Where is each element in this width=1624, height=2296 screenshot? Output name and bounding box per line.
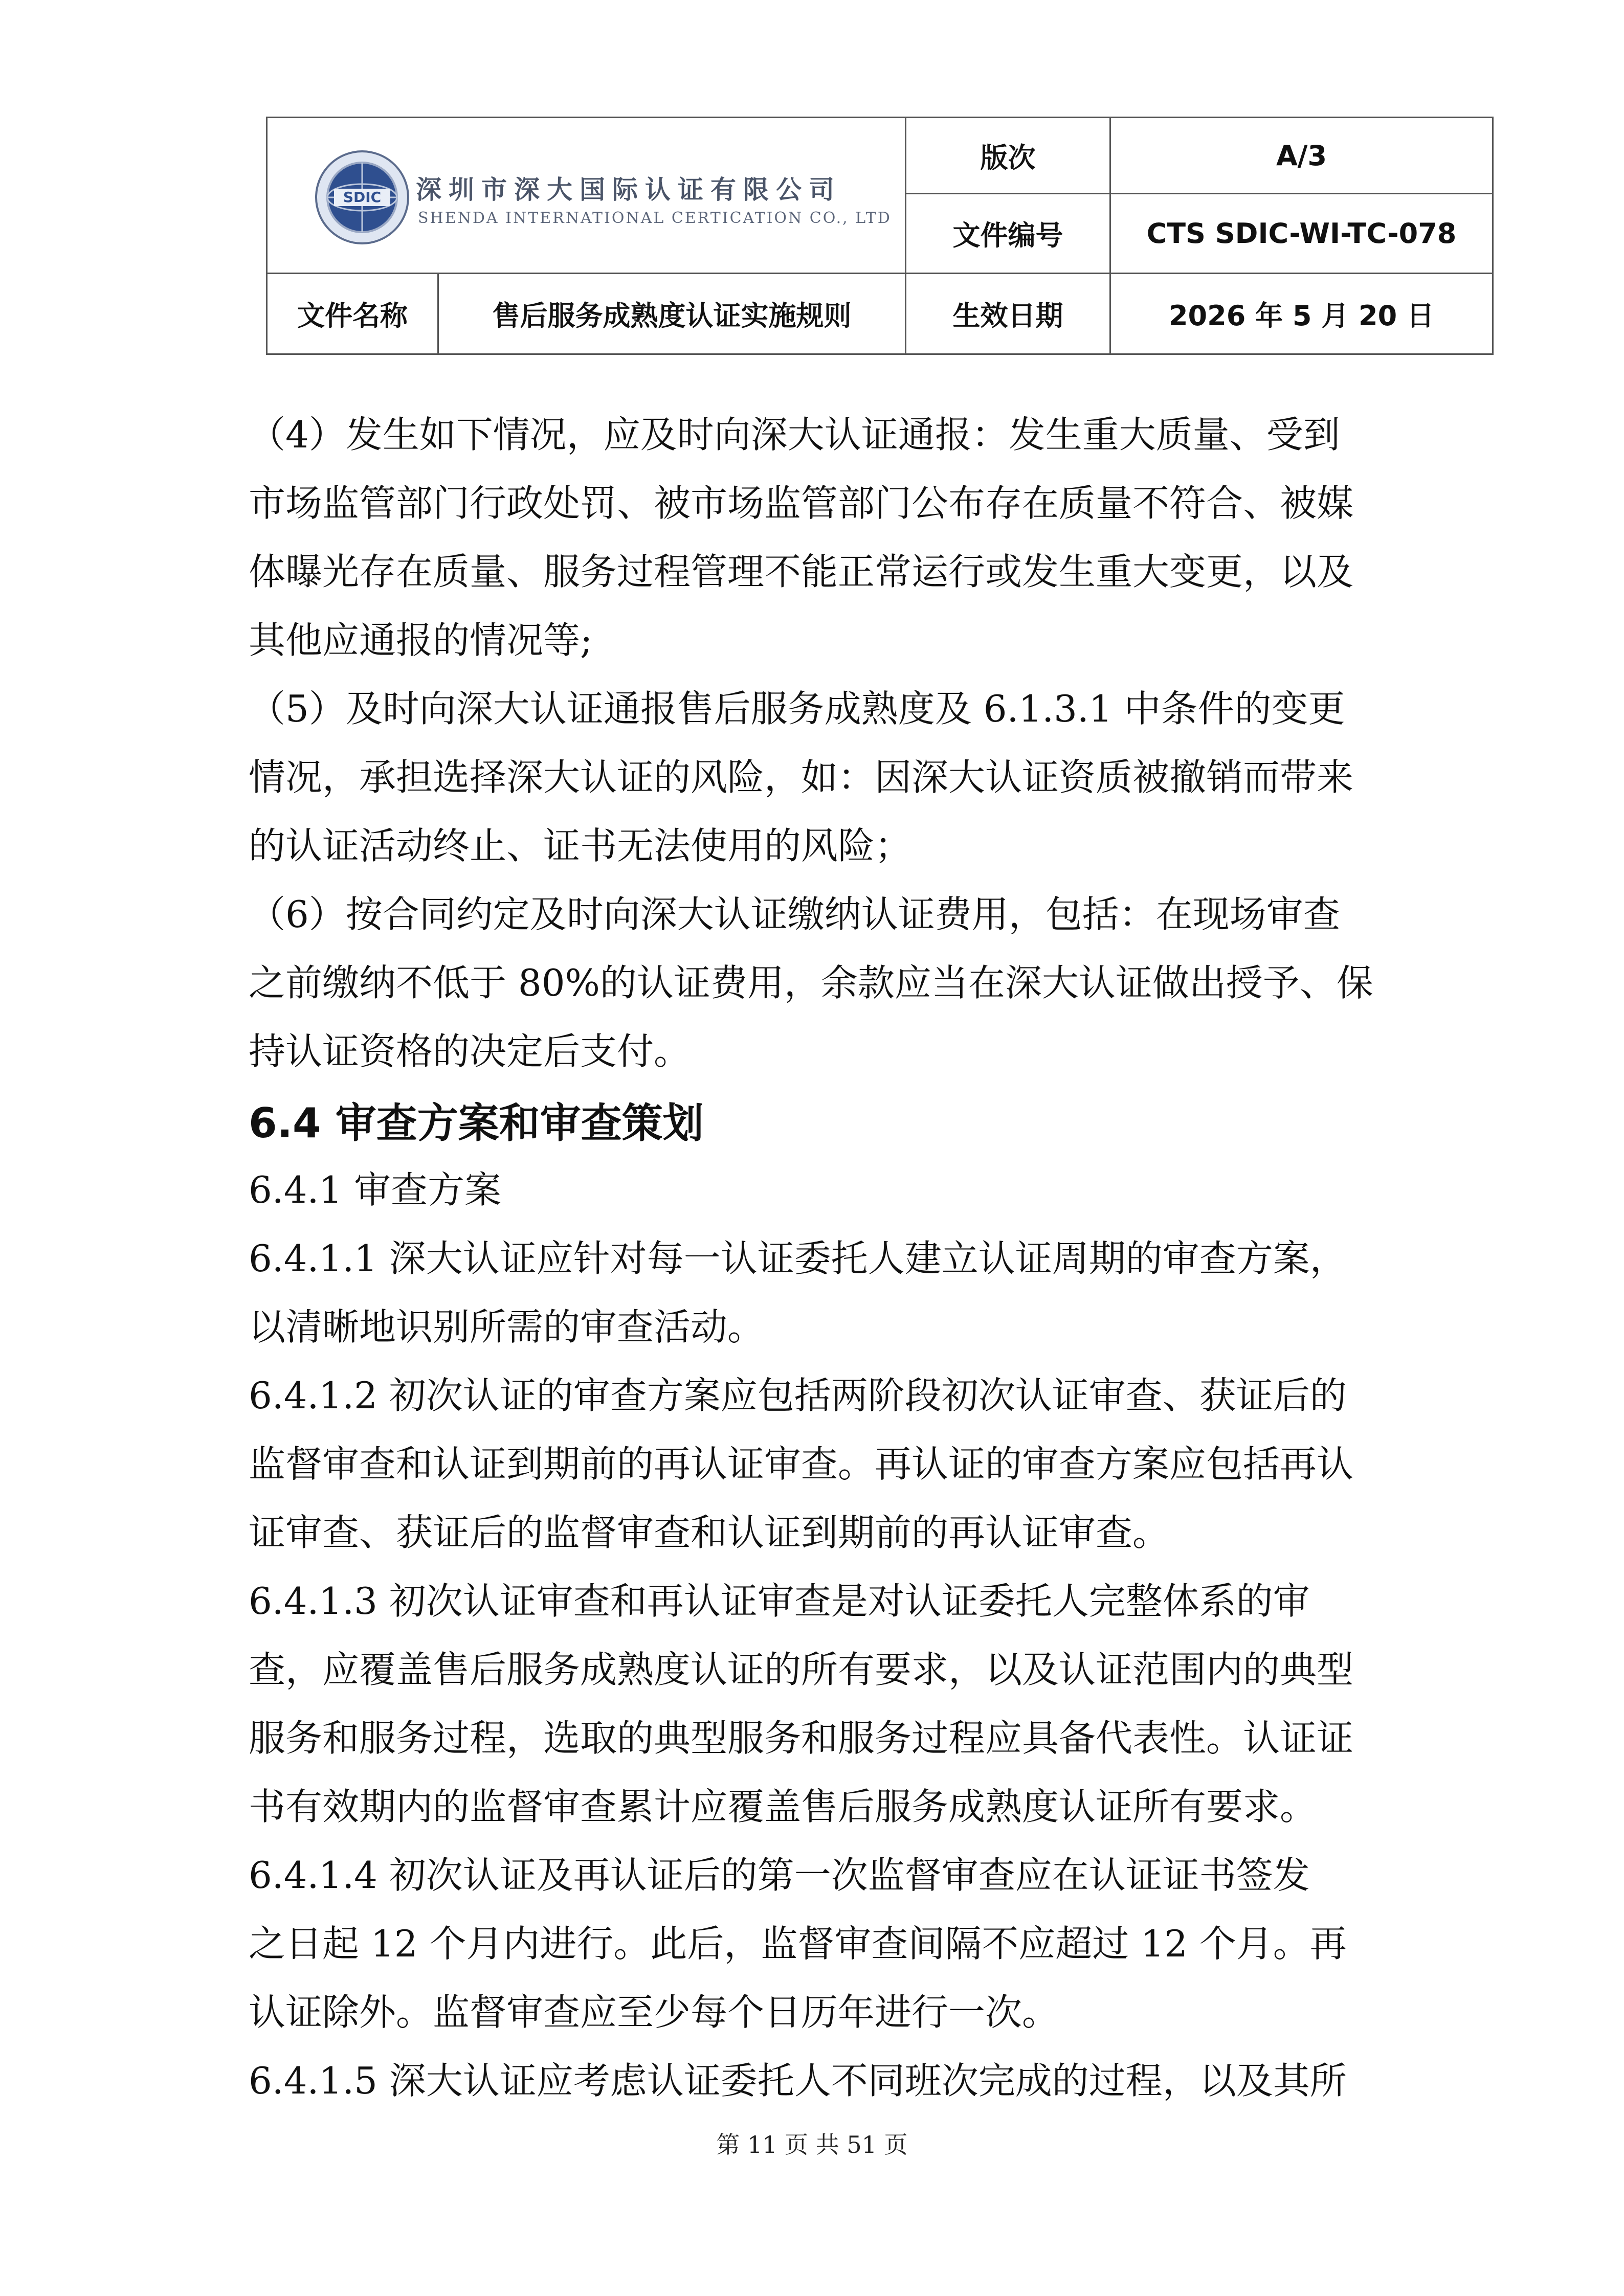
doc-name-label: 文件名称: [297, 300, 408, 332]
body-line: （5）及时向深大认证通报售后服务成熟度及 6.1.3.1 中条件的变更: [249, 687, 1345, 730]
body-line: 书有效期内的监督审查累计应覆盖售后服务成熟度认证所有要求。: [249, 1785, 1317, 1828]
body-line: 6.4.1.5 深大认证应考虑认证委托人不同班次完成的过程，以及其所: [249, 2059, 1347, 2102]
body-line: 持认证资格的决定后支付。: [249, 1030, 691, 1073]
header-table: [266, 117, 1494, 355]
body-line: 查，应覆盖售后服务成熟度认证的所有要求，以及认证范围内的典型: [249, 1648, 1354, 1691]
body-line: 6.4.1.4 初次认证及再认证后的第一次监督审查应在认证证书签发: [249, 1854, 1310, 1897]
company-name-cn: 深圳市深大国际认证有限公司: [416, 175, 841, 205]
body-line: 认证除外。监督审查应至少每个日历年进行一次。: [249, 1991, 1059, 2034]
body-line: （6）按合同约定及时向深大认证缴纳认证费用，包括：在现场审查: [249, 893, 1340, 936]
page-number-footer: 第 11 页 共 51 页: [716, 2131, 908, 2158]
doc-number-label: 文件编号: [952, 219, 1063, 252]
body-line: 监督审查和认证到期前的再认证审查。再认证的审查方案应包括再认: [249, 1443, 1354, 1485]
logo-text: SDIC: [343, 189, 382, 206]
body-line: 证审查、获证后的监督审查和认证到期前的再认证审查。: [249, 1511, 1170, 1554]
body-line: 6.4.1.2 初次认证的审查方案应包括两阶段初次认证审查、获证后的: [249, 1374, 1347, 1417]
body-line: 之前缴纳不低于 80%的认证费用，余款应当在深大认证做出授予、保: [249, 961, 1373, 1004]
body-line: 情况，承担选择深大认证的风险，如：因深大认证资质被撤销而带来: [249, 756, 1354, 799]
body-line: 以清晰地识别所需的审查活动。: [249, 1305, 765, 1348]
body-line: 服务和服务过程，选取的典型服务和服务过程应具备代表性。认证证: [249, 1717, 1354, 1760]
effective-date-label: 生效日期: [952, 300, 1063, 332]
body-line: 其他应通报的情况等;: [249, 619, 593, 662]
body-line: 的认证活动终止、证书无法使用的风险；: [249, 824, 912, 867]
body-line: 6.4.1.1 深大认证应针对每一认证委托人建立认证周期的审查方案，: [249, 1237, 1347, 1280]
company-name-en: SHENDA INTERNATIONAL CERTICATION CO., LTD: [418, 209, 892, 227]
body-line: 6.4.1.3 初次认证审查和再认证审查是对认证委托人完整体系的审: [249, 1580, 1310, 1623]
body-line: 市场监管部门行政处罚、被市场监管部门公布存在质量不符合、被媒: [249, 482, 1354, 525]
company-logo: [314, 149, 892, 251]
body-line: 之日起 12 个月内进行。此后，监督审查间隔不应超过 12 个月。再: [249, 1922, 1347, 1965]
effective-date-value: 2026 年 5 月 20 日: [1168, 300, 1434, 332]
body-line: 体曝光存在质量、服务过程管理不能正常运行或发生重大变更，以及: [249, 550, 1354, 593]
body-line: 6.4.1 审查方案: [249, 1168, 502, 1211]
company-emblem-icon: [314, 149, 411, 246]
body-line: （4）发生如下情况，应及时向深大认证通报：发生重大质量、受到: [249, 413, 1340, 456]
version-value: A/3: [1276, 139, 1327, 172]
version-label: 版次: [980, 141, 1036, 174]
section-heading: 6.4 审查方案和审查策划: [249, 1099, 704, 1147]
doc-name-value: 售后服务成熟度认证实施规则: [492, 300, 852, 332]
doc-number-value: CTS SDIC-WI-TC-078: [1146, 217, 1457, 250]
